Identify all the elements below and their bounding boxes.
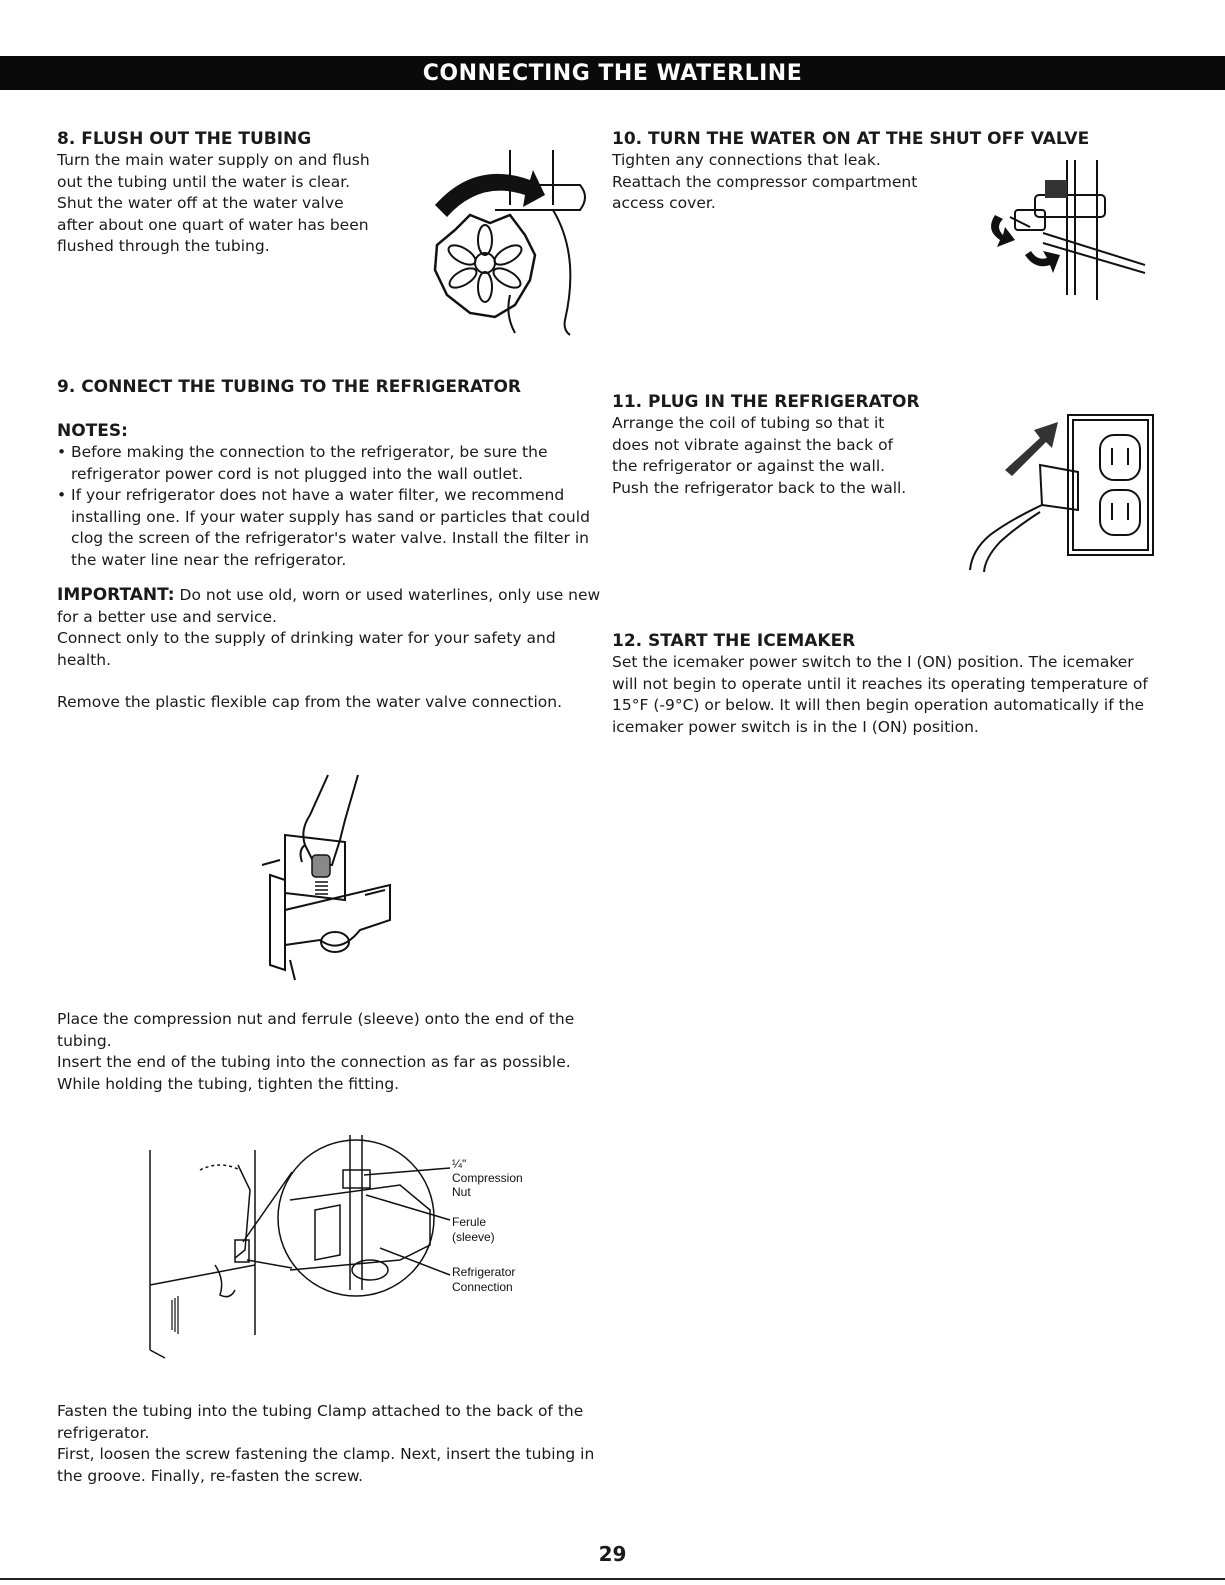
step-8-line: out the tubing until the water is clear.: [57, 172, 351, 191]
connect-drinking-water-text: Connect only to the supply of drinking water for your safety and health.: [57, 629, 556, 669]
important-label: IMPORTANT:: [57, 585, 175, 605]
step-8-line: flushed through the tubing.: [57, 237, 270, 255]
note-item: • If your refrigerator does not have a water filter, we recommend installing one. If your water supply has sand or particles that could clog the screen of the refrigerator's water valve. Install the filter in the water line near the refrigerator.: [57, 485, 602, 571]
label-refrigerator: Refrigerator: [452, 1265, 516, 1279]
step-10-heading: 10. TURN THE WATER ON AT THE SHUT OFF VALVE: [612, 129, 1090, 149]
clamp-text-2: First, loosen the screw fastening the clamp. Next, insert the tubing in the groove. Finally, re-fasten the screw.: [57, 1445, 595, 1485]
label-ferule: Ferule: [452, 1215, 487, 1229]
step-10-line: Tighten any connections that leak.: [612, 151, 881, 169]
footer-rule: [0, 1578, 1225, 1580]
step-11-line: the refrigerator or against the wall.: [612, 457, 886, 475]
shutoff-valve-illustration: [405, 145, 595, 340]
important-text: Do not use old, worn or used waterlines, only use new for a better use and service.: [57, 586, 601, 626]
page-number: 29: [598, 1542, 627, 1566]
step-10-line: Reattach the compressor compartment: [612, 172, 918, 191]
step-12-block: [612, 630, 1157, 738]
remove-cap-illustration: [250, 770, 410, 985]
label-fraction: ¼": [452, 1157, 467, 1171]
section-header-bar: [0, 56, 1225, 90]
step-8-heading: 8. FLUSH OUT THE TUBING: [57, 129, 312, 149]
label-nut: Nut: [452, 1185, 471, 1199]
step-8-line: Shut the water off at the water valve: [57, 194, 344, 212]
clamp-instructions: [57, 1401, 602, 1487]
compression-text-2: Insert the end of the tubing into the connection as far as possible. While holding the tubing, tighten the fitting.: [57, 1053, 571, 1093]
step-9-block: [57, 376, 602, 714]
label-connection: Connection: [452, 1280, 513, 1294]
step-9-heading: 9. CONNECT THE TUBING TO THE REFRIGERATOR: [57, 377, 522, 397]
step-8-block: [57, 128, 417, 258]
step-12-text: Set the icemaker power switch to the I (ON) position. The icemaker will not begin to operate until it reaches its operating temperature of 15°F (-9°C) or below. It will then begin operation automatically if the icemaker power switch is in the I (ON) position.: [612, 653, 1148, 736]
step-12-heading: 12. START THE ICEMAKER: [612, 631, 856, 651]
step-8-line: Turn the main water supply on and flush: [57, 151, 370, 169]
notes-list: [57, 442, 602, 571]
step-11-block: [612, 391, 962, 499]
step-11-heading: 11. PLUG IN THE REFRIGERATOR: [612, 392, 920, 412]
compression-instructions: [57, 1009, 602, 1095]
section-title: CONNECTING THE WATERLINE: [422, 60, 803, 86]
remove-cap-text: Remove the plastic flexible cap from the water valve connection.: [57, 693, 563, 711]
wall-outlet-illustration: [960, 410, 1160, 575]
note-item: • Before making the connection to the refrigerator, be sure the refrigerator power cord is not plugged into the wall outlet.: [57, 442, 602, 485]
compression-fitting-diagram: [140, 1130, 560, 1365]
step-11-line: Push the refrigerator back to the wall.: [612, 478, 907, 497]
step-8-line: after about one quart of water has been: [57, 215, 369, 234]
step-11-line: does not vibrate against the back of: [612, 435, 894, 454]
clamp-text-1: Fasten the tubing into the tubing Clamp attached to the back of the refrigerator.: [57, 1402, 584, 1442]
important-paragraph: [57, 585, 602, 628]
compression-text-1: Place the compression nut and ferrule (sleeve) onto the end of the tubing.: [57, 1010, 575, 1050]
step-11-line: Arrange the coil of tubing so that it: [612, 414, 885, 432]
step-10-line: access cover.: [612, 194, 716, 212]
label-sleeve: (sleeve): [452, 1230, 495, 1244]
notes-heading: NOTES:: [57, 421, 128, 441]
label-compression: Compression: [452, 1171, 523, 1185]
valve-connection-illustration: [975, 155, 1160, 305]
